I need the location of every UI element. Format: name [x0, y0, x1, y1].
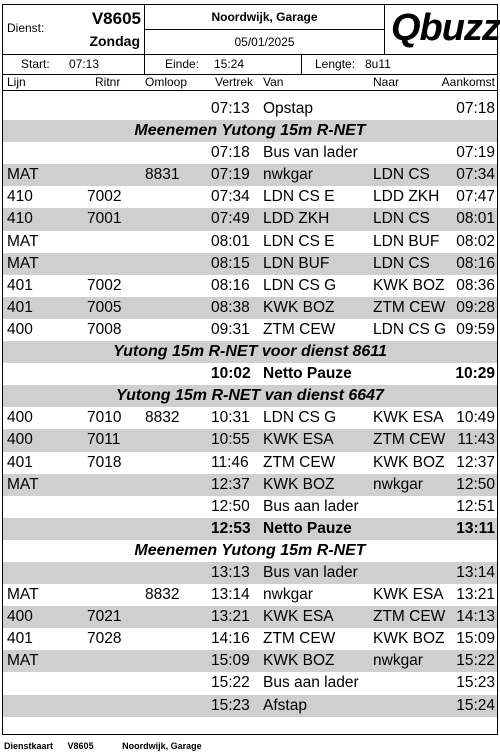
cell-aankomst: 07:47: [456, 188, 495, 206]
cell-lijn: 400: [7, 409, 33, 427]
cell-vertrek: 13:14: [211, 586, 250, 604]
cell-aankomst: 12:37: [456, 453, 495, 471]
cell-naar: LDN CS: [373, 166, 430, 184]
cell-aankomst: 08:16: [456, 254, 495, 272]
footer-dienst: V8605: [67, 741, 94, 751]
lengte-label: Lengte:: [315, 57, 356, 71]
dienst-number: V8605: [91, 9, 141, 28]
cell-aankomst: 09:28: [456, 298, 495, 316]
cell-van: Netto Pauze: [263, 519, 352, 537]
cell-ritnr: 7018: [87, 453, 122, 471]
cell-van: Netto Pauze: [263, 365, 352, 383]
cell-vertrek: 07:18: [211, 144, 250, 162]
cell-van: Afstap: [263, 696, 307, 714]
table-row: [3, 297, 497, 319]
cell-van: LDD ZKH: [263, 210, 330, 228]
table-row: [3, 628, 497, 650]
cell-lijn: MAT: [7, 475, 39, 493]
cell-van: Opstap: [263, 100, 313, 117]
cell-lijn: 410: [7, 210, 33, 228]
cell-van: KWK BOZ: [263, 475, 335, 493]
cell-vertrek: 08:01: [211, 232, 250, 250]
table-row: [3, 253, 497, 275]
cell-naar: ZTM CEW: [373, 431, 446, 449]
cell-lijn: 401: [7, 453, 33, 471]
cell-naar: KWK ESA: [373, 409, 444, 427]
cell-naar: KWK BOZ: [373, 276, 445, 294]
cell-vertrek: 13:21: [211, 608, 250, 626]
cell-lijn: MAT: [7, 586, 39, 604]
cell-van: KWK ESA: [263, 608, 334, 626]
cell-aankomst: 08:36: [456, 276, 495, 294]
cell-aankomst: 14:13: [456, 608, 495, 626]
cell-aankomst: 15:23: [456, 674, 495, 692]
duty-card: [2, 4, 498, 735]
cell-lijn: 400: [7, 608, 33, 626]
cell-aankomst: 13:11: [456, 519, 495, 537]
cell-aankomst: 07:19: [456, 144, 495, 162]
cell-van: nwkgar: [263, 586, 313, 604]
cell-van: KWK BOZ: [263, 652, 335, 670]
start-label: Start:: [21, 57, 50, 71]
cell-vertrek: 12:37: [211, 475, 250, 493]
card-header: [3, 5, 500, 54]
cell-naar: KWK BOZ: [373, 453, 445, 471]
cell-vertrek: 14:16: [211, 630, 250, 648]
cell-van: Bus aan lader: [263, 674, 359, 692]
cell-vertrek: 13:13: [211, 563, 250, 581]
table-row: [3, 275, 497, 297]
table-row: [3, 452, 497, 474]
einde-segment: [145, 55, 302, 74]
cell-omloop: 8832: [145, 586, 180, 604]
cell-lijn: 400: [7, 431, 33, 449]
cell-ritnr: 7002: [87, 188, 122, 206]
service-date: 05/01/2025: [234, 35, 295, 49]
cell-van: LDN CS G: [263, 409, 337, 427]
start-value: 07:13: [69, 57, 100, 71]
cell-vertrek: 07:34: [211, 188, 250, 206]
cell-ritnr: 7005: [87, 298, 122, 316]
cell-aankomst: 10:49: [456, 409, 495, 427]
qbuzz-logo: Qbuzz: [391, 7, 500, 49]
cell-naar: ZTM CEW: [373, 298, 446, 316]
cell-aankomst: 15:09: [456, 630, 495, 648]
table-row: [3, 98, 497, 120]
cell-van: ZTM CEW: [263, 453, 336, 471]
section-title: Yutong 15m R-NET voor dienst 8611: [3, 341, 497, 363]
cell-vertrek: 15:22: [211, 674, 250, 692]
cell-aankomst: 07:18: [456, 100, 495, 117]
cell-vertrek: 09:31: [211, 320, 250, 338]
cell-ritnr: 7010: [87, 409, 122, 427]
cell-aankomst: 12:51: [456, 497, 495, 515]
cell-vertrek: 12:50: [211, 497, 250, 515]
cell-lijn: 401: [7, 298, 33, 316]
section-title: Meenemen Yutong 15m R-NET: [3, 120, 497, 142]
cell-vertrek: 11:46: [211, 453, 249, 471]
lengte-value: 8u11: [365, 57, 391, 71]
cell-van: ZTM CEW: [263, 320, 336, 338]
einde-value: 15:24: [214, 57, 245, 71]
cell-omloop: 8831: [145, 166, 180, 184]
col-ritnr: Ritnr: [95, 75, 121, 89]
cell-naar: LDD ZKH: [373, 188, 440, 206]
table-row: [3, 474, 497, 496]
table-row: [3, 142, 497, 164]
table-row: [3, 363, 497, 385]
cell-aankomst: 13:14: [456, 563, 495, 581]
cell-aankomst: 11:43: [457, 431, 495, 449]
cell-van: LDN BUF: [263, 254, 330, 272]
cell-vertrek: 15:23: [211, 696, 250, 714]
col-lijn: Lijn: [7, 75, 26, 89]
cell-lijn: 401: [7, 630, 33, 648]
table-row: [3, 164, 497, 186]
cell-van: Bus aan lader: [263, 497, 359, 515]
cell-naar: nwkgar: [373, 475, 423, 493]
cell-vertrek: 15:09: [211, 652, 250, 670]
cell-ritnr: 7028: [87, 630, 122, 648]
table-row: [3, 584, 497, 606]
footer-location: Noordwijk, Garage: [122, 741, 202, 751]
cell-naar: LDN BUF: [373, 232, 440, 250]
table-row: [3, 231, 497, 253]
cell-ritnr: 7001: [87, 210, 122, 228]
cell-vertrek: 07:19: [211, 166, 250, 184]
cell-vertrek: 12:53: [211, 519, 251, 537]
cell-lijn: 400: [7, 320, 33, 338]
cell-ritnr: 7021: [87, 608, 122, 626]
table-row: [3, 186, 497, 208]
logo-cell: [385, 5, 500, 54]
table-row: [3, 429, 497, 451]
cell-van: LDN CS E: [263, 232, 335, 250]
cell-vertrek: 07:13: [211, 100, 250, 117]
col-aankomst: Aankomst: [441, 75, 495, 89]
cell-aankomst: 15:22: [456, 652, 495, 670]
cell-naar: LDN CS: [373, 254, 430, 272]
cell-van: ZTM CEW: [263, 630, 336, 648]
cell-aankomst: 08:02: [456, 232, 495, 250]
cell-vertrek: 08:16: [211, 276, 250, 294]
cell-lijn: MAT: [7, 166, 39, 184]
location-date-cell: [145, 5, 385, 54]
col-van: Van: [263, 75, 284, 89]
day-name: Zondag: [89, 33, 140, 49]
section-title: Meenemen Yutong 15m R-NET: [3, 540, 497, 562]
cell-lijn: MAT: [7, 254, 39, 272]
cell-naar: nwkgar: [373, 652, 423, 670]
cell-van: Bus van lader: [263, 563, 358, 581]
cell-aankomst: 08:01: [456, 210, 495, 228]
table-row: [3, 562, 497, 584]
cell-van: nwkgar: [263, 166, 313, 184]
cell-aankomst: 09:59: [456, 320, 495, 338]
table-row: [3, 407, 497, 429]
cell-van: LDN CS E: [263, 188, 335, 206]
table-row: [3, 606, 497, 628]
table-row: [3, 208, 497, 230]
divider: [145, 29, 384, 30]
trip-table: [3, 98, 497, 717]
cell-omloop: 8832: [145, 409, 180, 427]
cell-aankomst: 10:29: [455, 365, 495, 383]
col-naar: Naar: [373, 75, 400, 89]
garage-location: Noordwijk, Garage: [211, 10, 318, 24]
table-row: [3, 518, 497, 540]
cell-ritnr: 7002: [87, 276, 122, 294]
table-row: [3, 319, 497, 341]
cell-aankomst: 13:21: [456, 586, 495, 604]
table-row: [3, 672, 497, 694]
section-title: Yutong 15m R-NET van dienst 6647: [3, 385, 497, 407]
cell-van: Bus van lader: [263, 144, 358, 162]
cell-naar: LDN CS G: [373, 320, 447, 338]
cell-naar: KWK BOZ: [373, 630, 445, 648]
table-row: [3, 496, 497, 518]
cell-aankomst: 12:50: [456, 475, 495, 493]
col-omloop: Omloop: [145, 75, 188, 89]
cell-lijn: 401: [7, 276, 33, 294]
cell-lijn: MAT: [7, 652, 39, 670]
dienst-cell: [3, 5, 145, 54]
cell-aankomst: 15:24: [456, 696, 495, 714]
lengte-segment: [302, 55, 497, 74]
cell-naar: KWK ESA: [373, 586, 444, 604]
cell-naar: LDN CS: [373, 210, 430, 228]
cell-van: KWK ESA: [263, 431, 334, 449]
table-row: [3, 695, 497, 717]
table-row: [3, 650, 497, 672]
cell-ritnr: 7011: [87, 431, 121, 449]
cell-vertrek: 08:38: [211, 298, 250, 316]
cell-lijn: MAT: [7, 232, 39, 250]
start-segment: [3, 55, 145, 74]
cell-van: KWK BOZ: [263, 298, 335, 316]
cell-vertrek: 10:02: [211, 365, 251, 383]
cell-ritnr: 7008: [87, 320, 122, 338]
cell-van: LDN CS G: [263, 276, 337, 294]
footer-doc: Dienstkaart: [4, 741, 54, 751]
cell-lijn: 410: [7, 188, 33, 206]
page-footer: [4, 741, 214, 751]
column-header-row: [3, 75, 497, 91]
cell-vertrek: 08:15: [211, 254, 250, 272]
cell-vertrek: 07:49: [211, 210, 250, 228]
cell-vertrek: 10:55: [211, 431, 250, 449]
dienst-label: Dienst:: [7, 21, 45, 35]
cell-vertrek: 10:31: [211, 409, 250, 427]
cell-aankomst: 07:34: [456, 166, 495, 184]
einde-label: Einde:: [165, 57, 200, 71]
time-summary-row: [3, 54, 497, 75]
col-vertrek: Vertrek: [215, 75, 254, 89]
cell-naar: ZTM CEW: [373, 608, 446, 626]
